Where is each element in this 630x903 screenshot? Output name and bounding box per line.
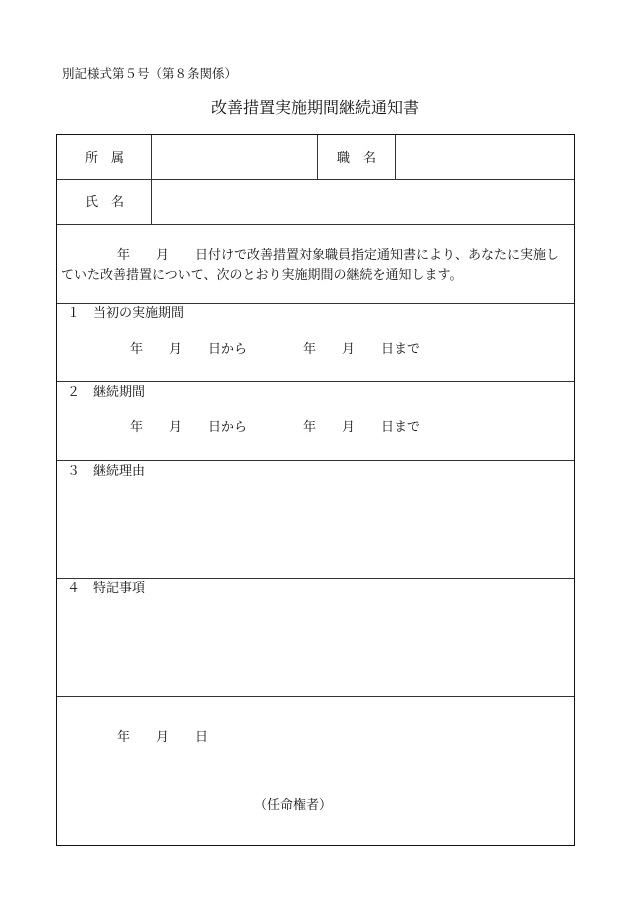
row-divider <box>57 696 574 697</box>
document-title: 改善措置実施期間継続通知書 <box>210 98 419 117</box>
section-4-title: ４ 特記事項 <box>67 581 146 596</box>
row-divider <box>57 460 574 461</box>
affiliation-field[interactable] <box>153 135 316 179</box>
row-divider <box>57 381 574 382</box>
section-2-to: 年 月 日まで <box>303 420 421 435</box>
notice-form <box>56 134 575 846</box>
row-divider <box>57 224 574 225</box>
affiliation-label: 所 属 <box>85 151 125 166</box>
section-1-from: 年 月 日から <box>130 342 248 357</box>
form-number: 別記様式第５号（第８条関係） <box>62 66 238 81</box>
section-2-from: 年 月 日から <box>130 420 248 435</box>
position-divider-right <box>395 135 396 179</box>
section-1-to: 年 月 日まで <box>303 342 421 357</box>
section-2-title: ２ 継続期間 <box>67 385 146 400</box>
row-divider <box>57 303 574 304</box>
remarks-field[interactable] <box>57 600 573 695</box>
name-label: 氏 名 <box>85 195 125 210</box>
notice-line-1: 年 月 日付けで改善措置対象職員指定通知書により、あなたに実施し <box>117 248 560 263</box>
row-divider <box>57 578 574 579</box>
section-1-title: １ 当初の実施期間 <box>67 306 185 321</box>
position-label: 職 名 <box>337 151 377 166</box>
section-3-title: ３ 継続理由 <box>67 464 146 479</box>
notice-line-2: ていた改善措置について、次のとおり実施期間の継続を通知します。 <box>61 268 463 283</box>
position-field[interactable] <box>397 135 573 179</box>
position-divider-left <box>317 135 318 179</box>
name-field[interactable] <box>153 180 573 224</box>
issue-date: 年 月 日 <box>117 730 209 745</box>
reason-field[interactable] <box>57 483 573 577</box>
appointing-authority: （任命権者） <box>254 798 333 813</box>
